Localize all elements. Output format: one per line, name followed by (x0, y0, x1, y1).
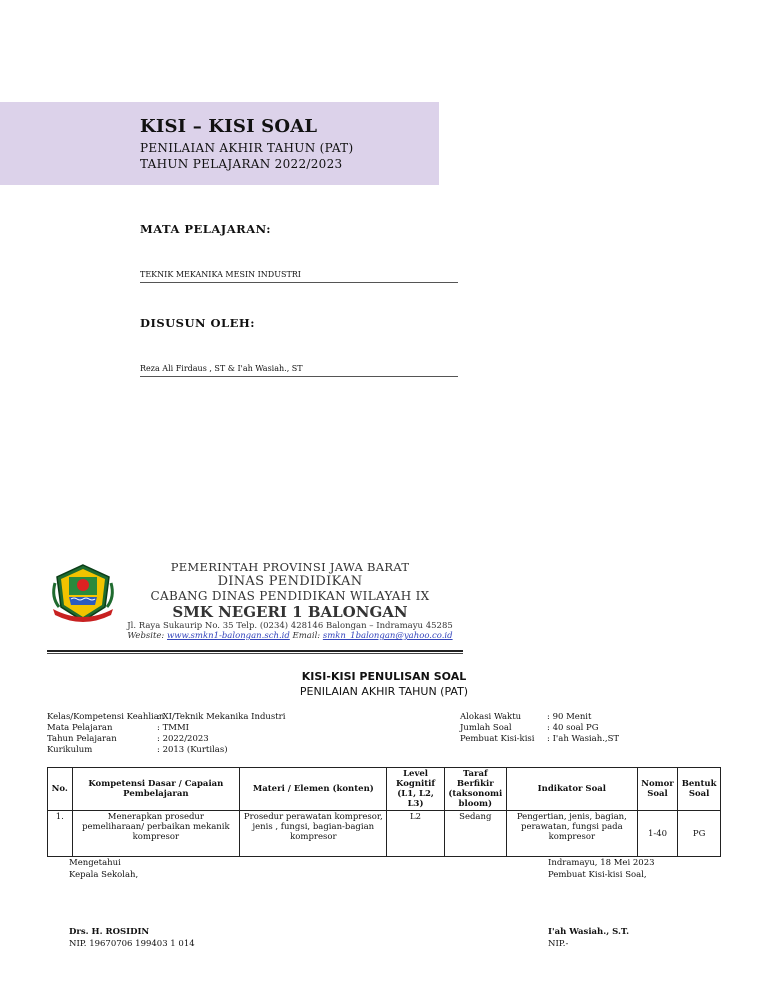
table-cell: L2 (387, 811, 444, 857)
letterhead (120, 560, 460, 641)
info-row: Alokasi Waktu : 90 Menit (460, 712, 592, 722)
signature-left-name (69, 926, 195, 950)
sig-left-name: Drs. H. ROSIDIN (69, 927, 150, 937)
table-cell: Sedang (444, 811, 506, 857)
signature-right (548, 857, 655, 881)
sig-right-name: I'ah Wasiah., S.T. (548, 927, 630, 937)
info-row: Tahun Pelajaran : 2022/2023 (47, 734, 209, 744)
table-cell: Pengertian, jenis, bagian, perawatan, fungsi pada kompresor (506, 811, 637, 857)
signature-right-name (548, 926, 629, 950)
info-left (47, 712, 285, 756)
sig-left-line2: Kepala Sekolah, (69, 870, 139, 880)
subject-label: MATA PELAJARAN: (140, 222, 271, 236)
info-right (460, 712, 619, 745)
document-subtitle: PENILAIAN AKHIR TAHUN (PAT) (299, 685, 469, 698)
table-header: Level Kognitif (L1, L2, L3) (387, 768, 444, 811)
table-header: Taraf Berfikir (taksonomi bloom) (444, 768, 506, 811)
website-label: Website: (127, 631, 165, 641)
table-header: Indikator Soal (506, 768, 637, 811)
kisi-table (47, 767, 721, 857)
cover-subtitle-year: TAHUN PELAJARAN 2022/2023 (140, 157, 343, 171)
subject-value: TEKNIK MEKANIKA MESIN INDUSTRI (140, 270, 458, 283)
table-cell: Prosedur perawatan kompresor, jenis , fungsi, bagian-bagian kompresor (240, 811, 387, 857)
author-label: DISUSUN OLEH: (140, 316, 256, 330)
info-row: Kelas/Kompetensi Keahlian: XI/Teknik Mekanika Industri (47, 712, 286, 722)
email-link[interactable]: smkn_1balongan@yahoo.co.id (322, 631, 453, 641)
sig-right-line2: Pembuat Kisi-kisi Soal, (548, 870, 647, 880)
info-row: Pembuat Kisi-kisi : I'ah Wasiah.,ST (460, 734, 620, 744)
author-value: Reza Ali Firdaus , ST & I'ah Wasiah., ST (140, 364, 458, 377)
sig-right-nip: NIP.- (548, 939, 569, 949)
letterhead-divider (47, 650, 463, 652)
table-header: Bentuk Soal (678, 768, 721, 811)
table-header: Nomor Soal (637, 768, 677, 811)
west-java-emblem-icon (49, 563, 117, 625)
cover-title: KISI – KISI SOAL (140, 116, 318, 137)
table-cell: Menerapkan prosedur pemeliharaan/ perbaikan mekanik kompresor (72, 811, 240, 857)
email-label: Email: (292, 631, 321, 641)
letterhead-divider-thin (47, 653, 463, 654)
letterhead-school: SMK NEGERI 1 BALONGAN (172, 603, 408, 621)
info-row: Jumlah Soal : 40 soal PG (460, 723, 599, 733)
letterhead-branch: CABANG DINAS PENDIDIKAN WILAYAH IX (150, 589, 430, 603)
table-header: No. (48, 768, 73, 811)
table-header: Kompetensi Dasar / Capaian Pembelajaran (72, 768, 240, 811)
sig-left-nip: NIP. 19670706 199403 1 014 (69, 939, 195, 949)
table-header-row (48, 768, 721, 811)
sig-right-line1: Indramayu, 18 Mei 2023 (548, 858, 655, 868)
table-cell: 1-40 (637, 811, 677, 857)
table-cell: PG (678, 811, 721, 857)
document-title: KISI-KISI PENULISAN SOAL (301, 670, 467, 683)
letterhead-address: Jl. Raya Sukaurip No. 35 Telp. (0234) 428146 Balongan – Indramayu 45285 (127, 621, 453, 631)
table-cell: 1. (48, 811, 73, 857)
info-row: Mata Pelajaran : TMMI (47, 723, 189, 733)
signature-left (69, 857, 138, 881)
sig-left-line1: Mengetahui (69, 858, 121, 868)
letterhead-contact (120, 631, 460, 641)
cover-subtitle-exam: PENILAIAN AKHIR TAHUN (PAT) (140, 141, 354, 155)
letterhead-agency: DINAS PENDIDIKAN (217, 574, 363, 589)
info-row: Kurikulum : 2013 (Kurtilas) (47, 745, 228, 755)
table-header: Materi / Elemen (konten) (240, 768, 387, 811)
letterhead-province: PEMERINTAH PROVINSI JAWA BARAT (170, 560, 410, 574)
website-link[interactable]: www.smkn1-balongan.sch.id (167, 631, 290, 641)
table-row (48, 811, 721, 857)
